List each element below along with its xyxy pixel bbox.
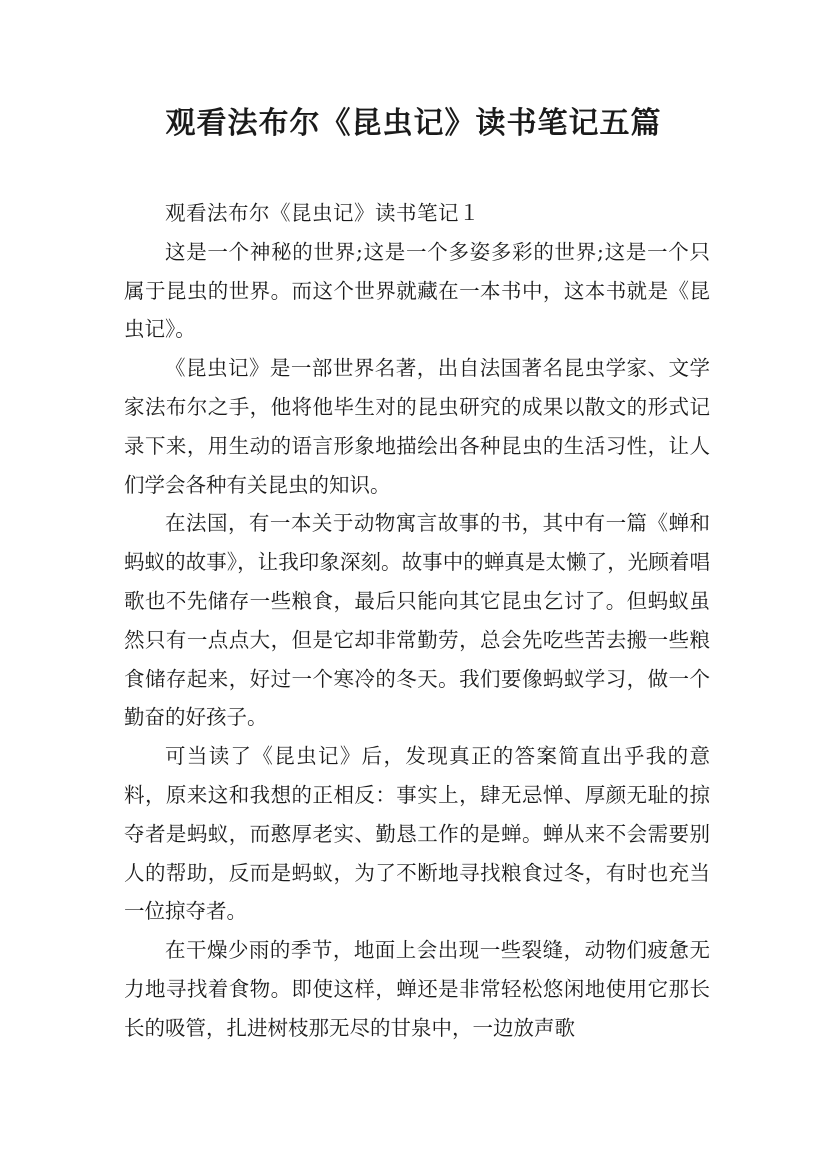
paragraph: 这是一个神秘的世界;这是一个多姿多彩的世界;这是一个只属于昆虫的世界。而这个世界就藏在一本书中，这本书就是《昆虫记》。 [124,239,710,342]
document-title: 观看法布尔《昆虫记》读书笔记五篇 [165,106,662,141]
document-body [124,194,710,1048]
section-heading: 观看法布尔《昆虫记》读书笔记１ [165,201,480,225]
paragraph: 《昆虫记》是一部世界名著，出自法国著名昆虫学家、文学家法布尔之手，他将他毕生对的昆虫研究的成果以散文的形式记录下来，用生动的语言形象地描绘出各种昆虫的生活习性，让人们学会各种有关昆虫的知识。 [124,356,710,497]
paragraph: 在法国，有一本关于动物寓言故事的书，其中有一篇《蝉和蚂蚁的故事》，让我印象深刻。故事中的蝉真是太懒了，光顾着唱歌也不先储存一些粮食，最后只能向其它昆虫乞讨了。但蚂蚁虽然只有一点点大，但是它却非常勤劳，总会先吃些苦去搬一些粮食储存起来，好过一个寒冷的冬天。我们要像蚂蚁学习，做一个勤奋的好孩子。 [124,511,710,730]
paragraph: 可当读了《昆虫记》后，发现真正的答案简直出乎我的意料，原来这和我想的正相反：事实上，肆无忌惮、厚颜无耻的掠夺者是蚂蚁，而憨厚老实、勤恳工作的是蝉。蝉从来不会需要别人的帮助，反而是蚂蚁，为了不断地寻找粮食过冬，有时也充当一位掠夺者。 [124,744,710,924]
paragraph: 在干燥少雨的季节，地面上会出现一些裂缝，动物们疲惫无力地寻找着食物。即使这样，蝉还是非常轻松悠闲地使用它那长长的吸管，扎进树枝那无尽的甘泉中，一边放声歌 [124,938,710,1040]
